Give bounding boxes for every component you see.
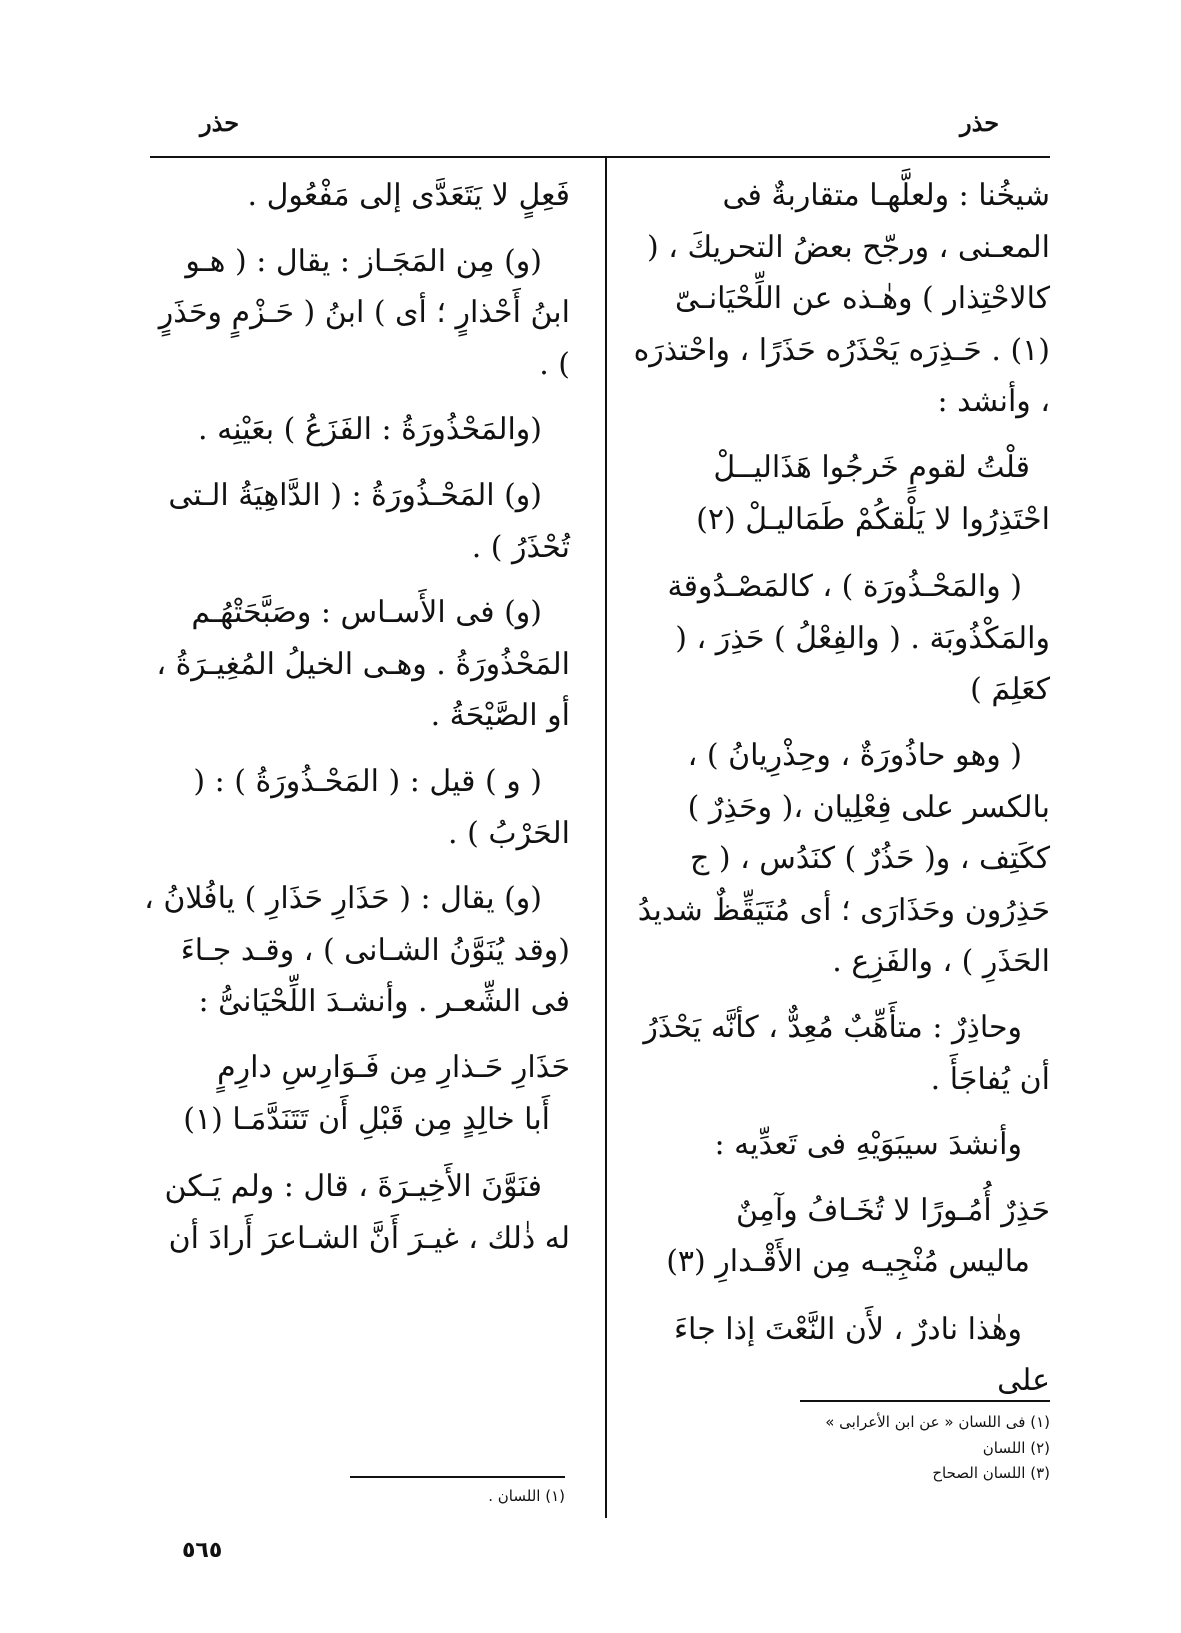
verse-line: قلْتُ لقومٍ خَرجُوا هَذَاليــلْ <box>713 449 1030 485</box>
header-left-word: حذر <box>200 108 240 137</box>
verse-line: احْتَذِرُوا لا يَلْقكُمْ طَمَاليـلْ (٢) <box>696 501 1050 537</box>
verse-line: حَذَارِ حَـذارِ مِن فَـوَارِسِ دارِمٍ <box>217 1049 570 1085</box>
paragraph: فنَوَّنَ الأَخِيـرَةَ ، قال : ولم يَـكن له ذٰلك ، غيـرَ أَنَّ الشـاعرَ أَرادَ أن <box>164 1169 570 1256</box>
verse-line: أَبا خالِدٍ مِن قَبْلِ أَن تَتَنَدَّمَـا (١) <box>183 1101 550 1137</box>
page-number: ٥٦٥ <box>182 1538 223 1563</box>
footnote: (١) اللسان . <box>488 1487 565 1505</box>
paragraph: (و) المَحْـذُورَةُ : ( الدَّاهِيَةُ الـتى تُحْذَرُ ) . <box>168 477 570 565</box>
paragraph: وهٰذا نادرٌ ، لأَن النَّعْتَ إذا جاءَ على <box>673 1311 1050 1399</box>
footnote: (٢) اللسان <box>982 1438 1050 1457</box>
verse-line: حَذِرٌ أُمُـورًا لا تُخَـافُ وآمِنٌ <box>735 1192 1050 1228</box>
footnotes-left <box>300 1484 565 1510</box>
verse-line: ماليس مُنْجِيـه مِن الأَقْـدارِ (٣) <box>666 1244 1030 1280</box>
paragraph: شيخُنا : ولعلَّهـا متقاربةٌ فى المعـنى ، ورجّح بعضُ التحريكَ ، ( كالاحْتِذار ) وهٰـذه عن اللِّحْيَانـىّ (١) . حَـذِرَه يَحْذَرُه حَذَرًا ، واحْتذرَه ، وأنشد : <box>633 178 1050 420</box>
paragraph: ( و ) قيل : ( المَحْـذُورَةُ ) : ( الحَرْبُ ) . <box>193 763 570 851</box>
paragraph: (و) فى الأَسـاس : وصَبَّحَتْهُـم المَحْذُورَةُ . وهـى الخيلُ المُغِيـرَةُ ، أو الصَّيْحَةُ . <box>156 595 570 734</box>
header-right-word: حذر <box>960 108 1000 137</box>
verse <box>140 1042 570 1145</box>
paragraph: وأنشدَ سيبَوَيْهِ فى تَعدِّيه : <box>714 1127 1022 1163</box>
left-column <box>140 170 570 1278</box>
paragraph: ( وهو حاذُورَةٌ ، وحِذْرِيانُ ) ، بالكسر على فِعْلِيان ،( وحَذِرٌ ) ككَتِف ، و( حَذُرٌ ) كنَدُس ، ( ج حَذِرُون وحَذَارَى ؛ أى مُتَيَقِّظٌ شديدُ الحَذَرِ ) ، والفَزِع . <box>637 737 1050 980</box>
paragraph: (والمَحْذُورَةُ : الفَزَعُ ) بعَيْنِه . <box>198 412 542 448</box>
paragraph: فَعِلٍ لا يَتَعَدَّى إلى مَفْعُول . <box>247 178 570 213</box>
footnotes-right <box>690 1410 1050 1487</box>
footnote-rule-left <box>350 1476 565 1478</box>
footnote: (٣) اللسان الصحاح <box>932 1464 1050 1482</box>
verse <box>630 1185 1050 1288</box>
paragraph: ( والمَحْـذُورَة ) ، كالمَصْـدُوقة والمَكْذُوبَة . ( والفِعْلُ ) حَذِرَ ، ( كعَلِمَ ) <box>667 569 1050 708</box>
paragraph: (و) يقال : ( حَذَارِ حَذَارِ ) يافُلانُ ، (وقد يُنَوَّنُ الشـانى ) ، وقـد جـاءَ فى الشِّعـر . وأنشـدَ اللِّحْيَانىُّ : <box>144 881 570 1020</box>
footnote: (١) فى اللسان « عن ابن الأعرابى » <box>825 1413 1050 1431</box>
paragraph: وحاذِرٌ : متأَهِّبٌ مُعِدٌّ ، كأنَّه يَحْذَرُ أن يُفاجَأَ . <box>643 1009 1050 1097</box>
footnote-rule-right <box>800 1400 1050 1402</box>
column-divider <box>605 158 607 1518</box>
right-column <box>630 170 1050 1421</box>
header-rule <box>150 156 1050 158</box>
verse <box>630 442 1050 545</box>
paragraph: (و) مِن المَجَـاز : يقال : ( هـو ابنُ أَحْذارٍ ؛ أى ) ابنُ ( حَـزْمٍ وحَذَرٍ ) . <box>158 243 570 382</box>
